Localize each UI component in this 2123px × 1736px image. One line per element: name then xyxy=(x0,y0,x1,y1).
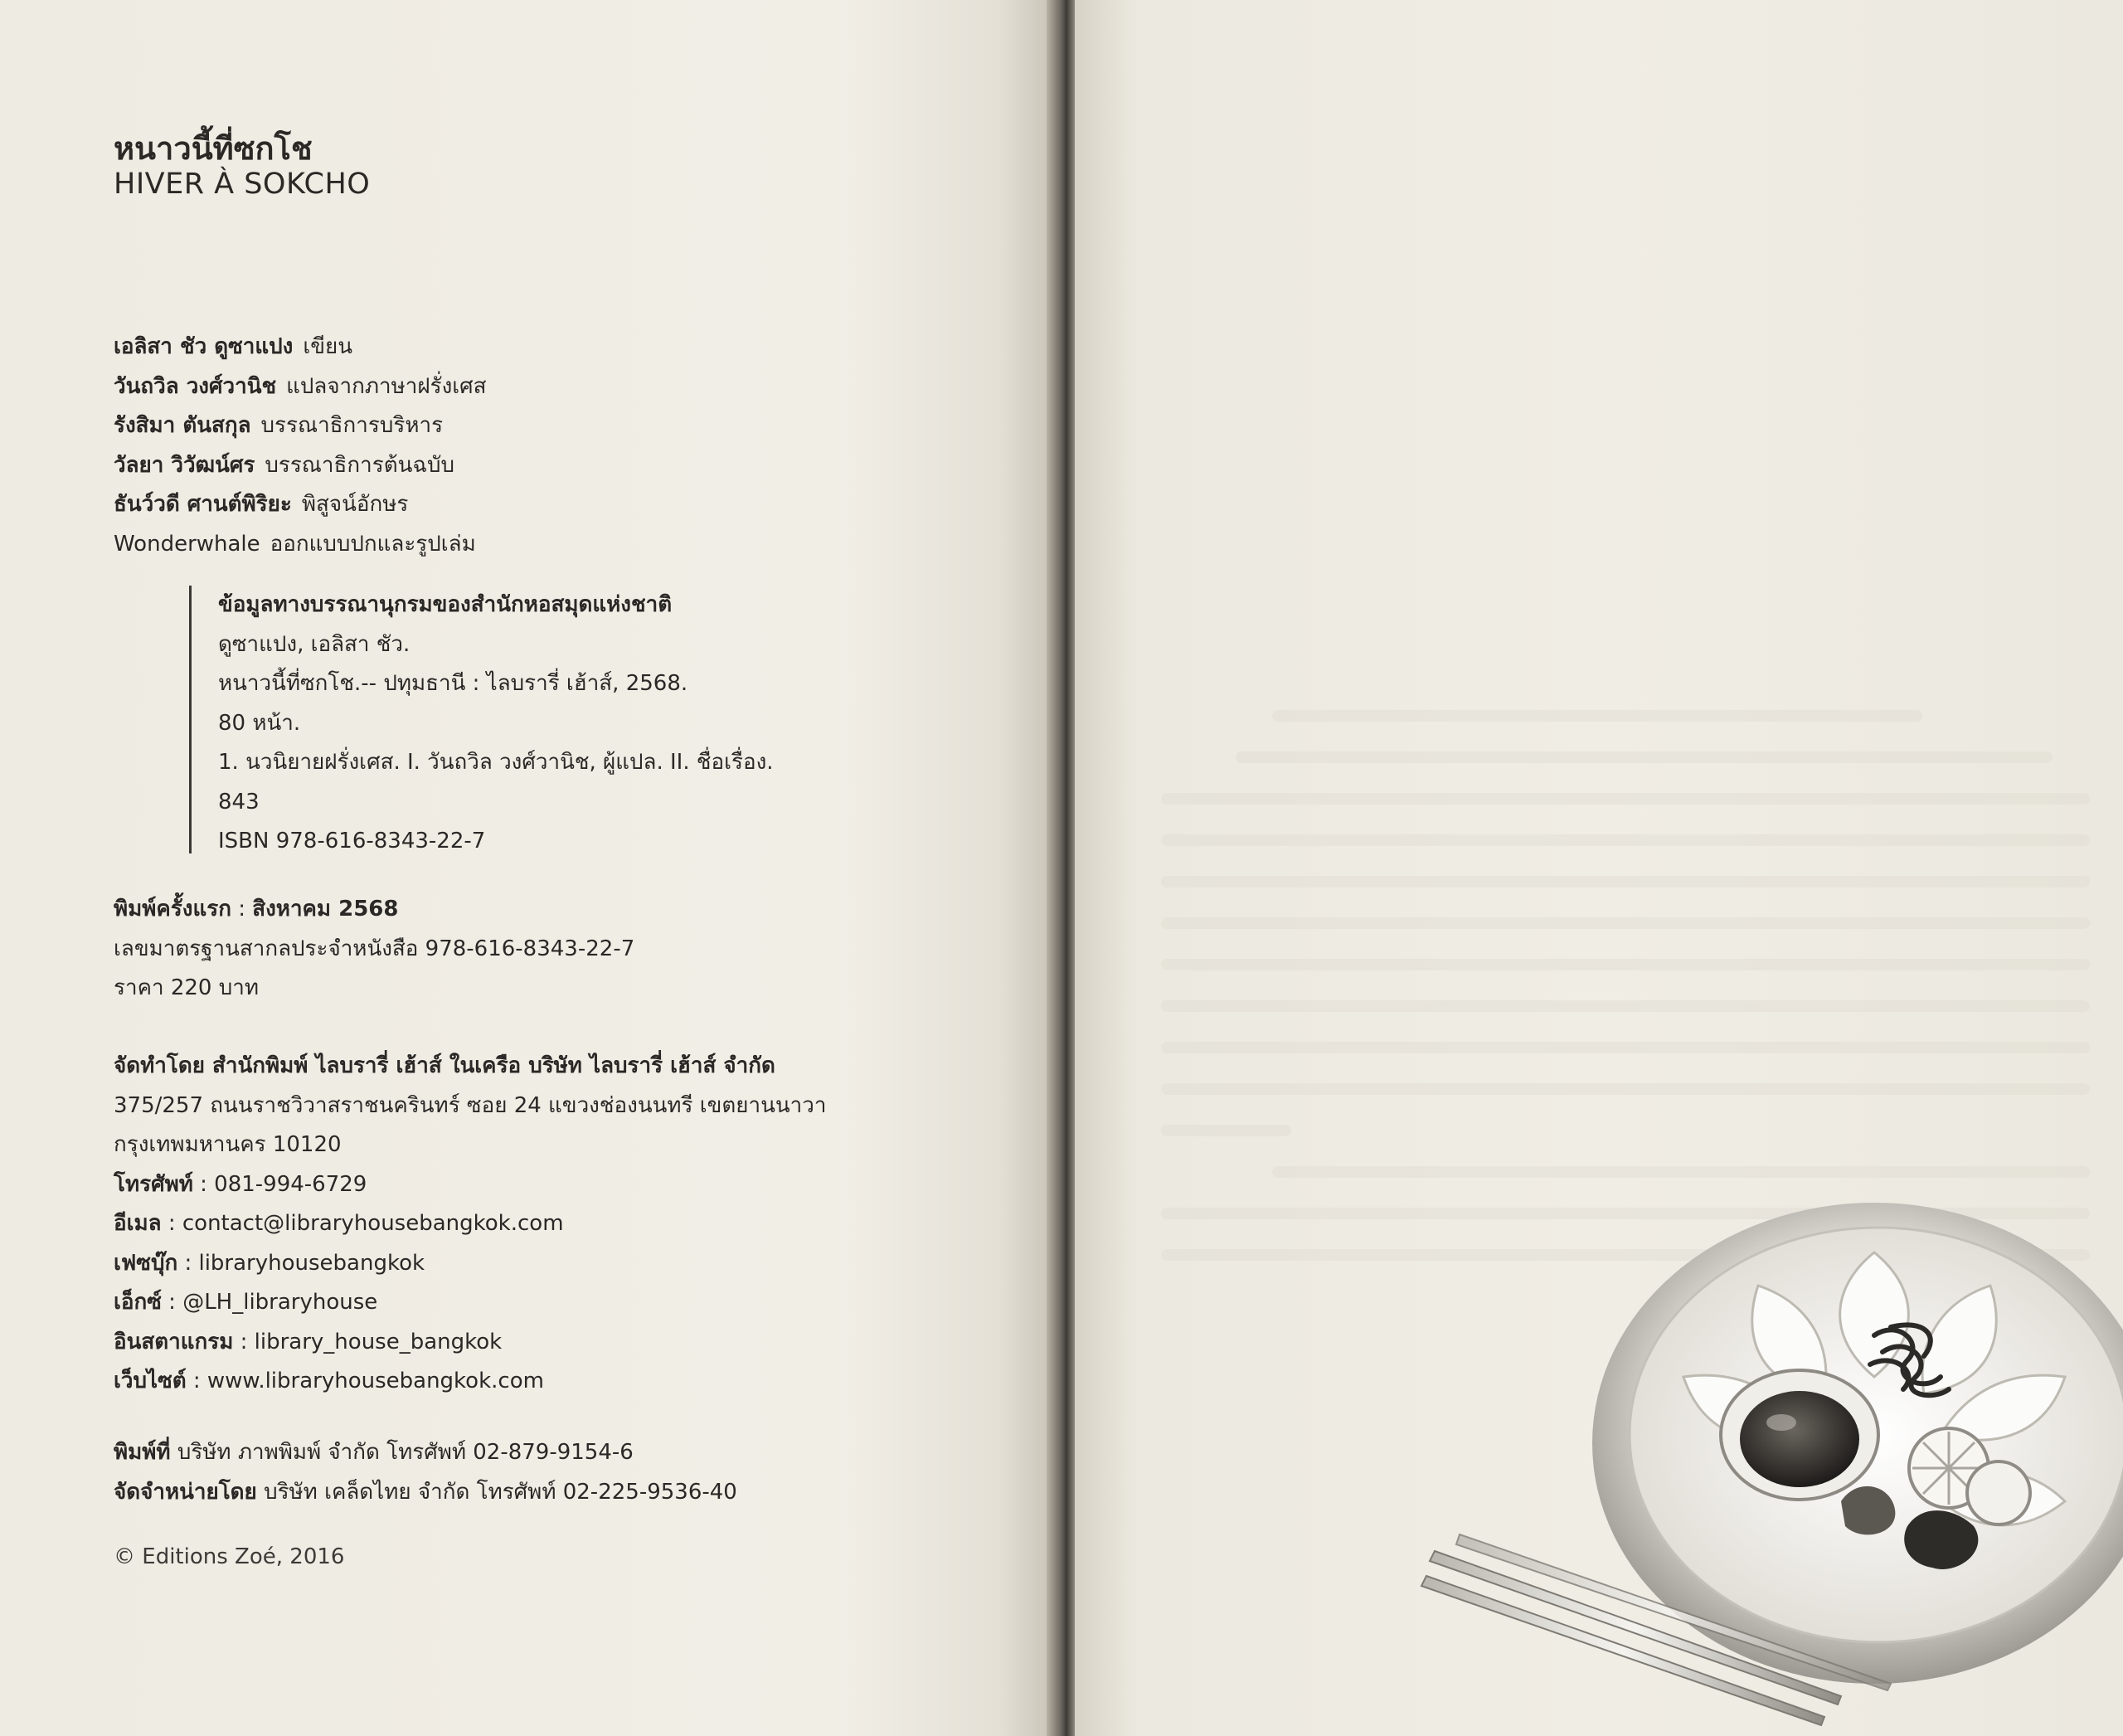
credit-name: Wonderwhale xyxy=(114,531,260,557)
address-line: กรุงเทพมหานคร 10120 xyxy=(114,1132,342,1157)
credit-row xyxy=(114,367,487,407)
printed-by-value: บริษัท ภาพพิมพ์ จำกัด โทรศัพท์ 02-879-9154-6 xyxy=(177,1440,634,1465)
contact-value: @LH_libraryhouse xyxy=(182,1290,378,1315)
credit-name: วันถวิล วงศ์วานิช xyxy=(114,373,277,399)
distributed-by-line xyxy=(114,1473,737,1513)
credits-list xyxy=(114,328,487,564)
credit-name: ธันว์วดี ศานต์พิริยะ xyxy=(114,492,292,517)
credit-role: บรรณาธิการบริหาร xyxy=(260,413,444,438)
credit-name: วัลยา วิวัฒน์ศร xyxy=(114,452,255,478)
distributed-by-label: จัดจำหน่ายโดย xyxy=(114,1479,257,1505)
credit-row xyxy=(114,406,487,446)
contact-label: เฟซบุ๊ก xyxy=(114,1250,178,1276)
contact-value: libraryhousebangkok xyxy=(198,1250,425,1276)
copyright-notice: © Editions Zoé, 2016 xyxy=(114,1544,345,1569)
publisher-info xyxy=(114,1047,826,1402)
cataloging-line: ดูซาแปง, เอลิสา ชัว. xyxy=(218,631,411,657)
first-print-value: สิงหาคม 2568 xyxy=(252,897,399,921)
cataloging-line: ISBN 978-616-8343-22-7 xyxy=(218,829,486,853)
contact-value: 081-994-6729 xyxy=(214,1171,367,1197)
credit-row xyxy=(114,446,487,486)
contact-email: อีเมล : contact@libraryhousebangkok.com xyxy=(114,1211,564,1236)
credit-role: แปลจากภาษาฝรั่งเศส xyxy=(286,373,487,399)
first-print-line: พิมพ์ครั้งแรก : สิงหาคม 2568 xyxy=(114,897,399,921)
printed-by-label: พิมพ์ที่ xyxy=(114,1440,171,1465)
credit-row xyxy=(114,485,487,525)
book-title-thai: หนาวนี้ที่ซกโช xyxy=(114,130,313,167)
contact-instagram: อินสตาแกรม : library_house_bangkok xyxy=(114,1329,503,1354)
cataloging-line: 843 xyxy=(218,789,260,815)
contact-label: เอ็กซ์ xyxy=(114,1290,162,1315)
cataloging-line: หนาวนี้ที่ซกโช.-- ปทุมธานี : ไลบรารี่ เฮ้าส์, 2568. xyxy=(218,671,688,696)
distributed-by-value: บริษัท เคล็ดไทย จำกัด โทรศัพท์ 02-225-9536-40 xyxy=(264,1479,737,1505)
credit-name: เอลิสา ชัว ดูซาแปง xyxy=(114,334,294,359)
contact-label: อินสตาแกรม xyxy=(114,1329,234,1354)
address-line: 375/257 ถนนราชวิวาสราชนครินทร์ ซอย 24 แขวงช่องนนทรี เขตยานนาวา xyxy=(114,1092,827,1118)
contact-website: เว็บไซต์ : www.libraryhousebangkok.com xyxy=(114,1369,544,1393)
cataloging-line: 1. นวนิยายฝรั่งเศส. I. วันถวิล วงศ์วานิช, ผู้แปล. II. ชื่อเรื่อง. xyxy=(218,750,774,775)
credit-name: รังสิมา ตันสกุล xyxy=(114,413,251,438)
isbn-line: เลขมาตรฐานสากลประจำหนังสือ 978-616-8343-22-7 xyxy=(114,936,635,961)
book-title-original: HIVER À SOKCHO xyxy=(114,168,371,201)
price-line: ราคา 220 บาท xyxy=(114,975,259,1000)
plate-illustration xyxy=(1410,1186,2123,1736)
contact-facebook: เฟซบุ๊ก : libraryhousebangkok xyxy=(114,1250,425,1276)
contact-label: อีเมล xyxy=(114,1211,162,1236)
contact-label: เว็บไซต์ xyxy=(114,1369,187,1393)
edition-info xyxy=(114,890,634,1009)
produced-by-line: จัดทำโดย สำนักพิมพ์ ไลบรารี่ เฮ้าส์ ในเครือ บริษัท ไลบรารี่ เฮ้าส์ จำกัด xyxy=(114,1053,775,1078)
cataloging-line: 80 หน้า. xyxy=(218,710,301,736)
credit-row xyxy=(114,525,487,565)
credit-role: บรรณาธิการต้นฉบับ xyxy=(265,452,455,478)
credit-role: พิสูจน์อักษร xyxy=(301,492,409,517)
left-page xyxy=(0,0,1052,1736)
credit-role: ออกแบบปกและรูปเล่ม xyxy=(270,531,476,557)
contact-x: เอ็กซ์ : @LH_libraryhouse xyxy=(114,1290,378,1315)
credit-role: เขียน xyxy=(303,334,353,359)
contact-phone: โทรศัพท์ : 081-994-6729 xyxy=(114,1171,367,1197)
contact-value: contact@libraryhousebangkok.com xyxy=(182,1211,564,1236)
contact-label: โทรศัพท์ xyxy=(114,1171,193,1197)
contact-value: library_house_bangkok xyxy=(254,1329,503,1354)
cataloging-heading: ข้อมูลทางบรรณานุกรมของสำนักหอสมุดแห่งชาติ xyxy=(218,592,673,617)
printed-by-line xyxy=(114,1433,737,1473)
printer-info xyxy=(114,1433,737,1512)
first-print-label: พิมพ์ครั้งแรก xyxy=(114,897,231,921)
contact-value: www.libraryhousebangkok.com xyxy=(206,1369,544,1393)
credit-row xyxy=(114,328,487,367)
cataloging-block xyxy=(189,586,774,853)
